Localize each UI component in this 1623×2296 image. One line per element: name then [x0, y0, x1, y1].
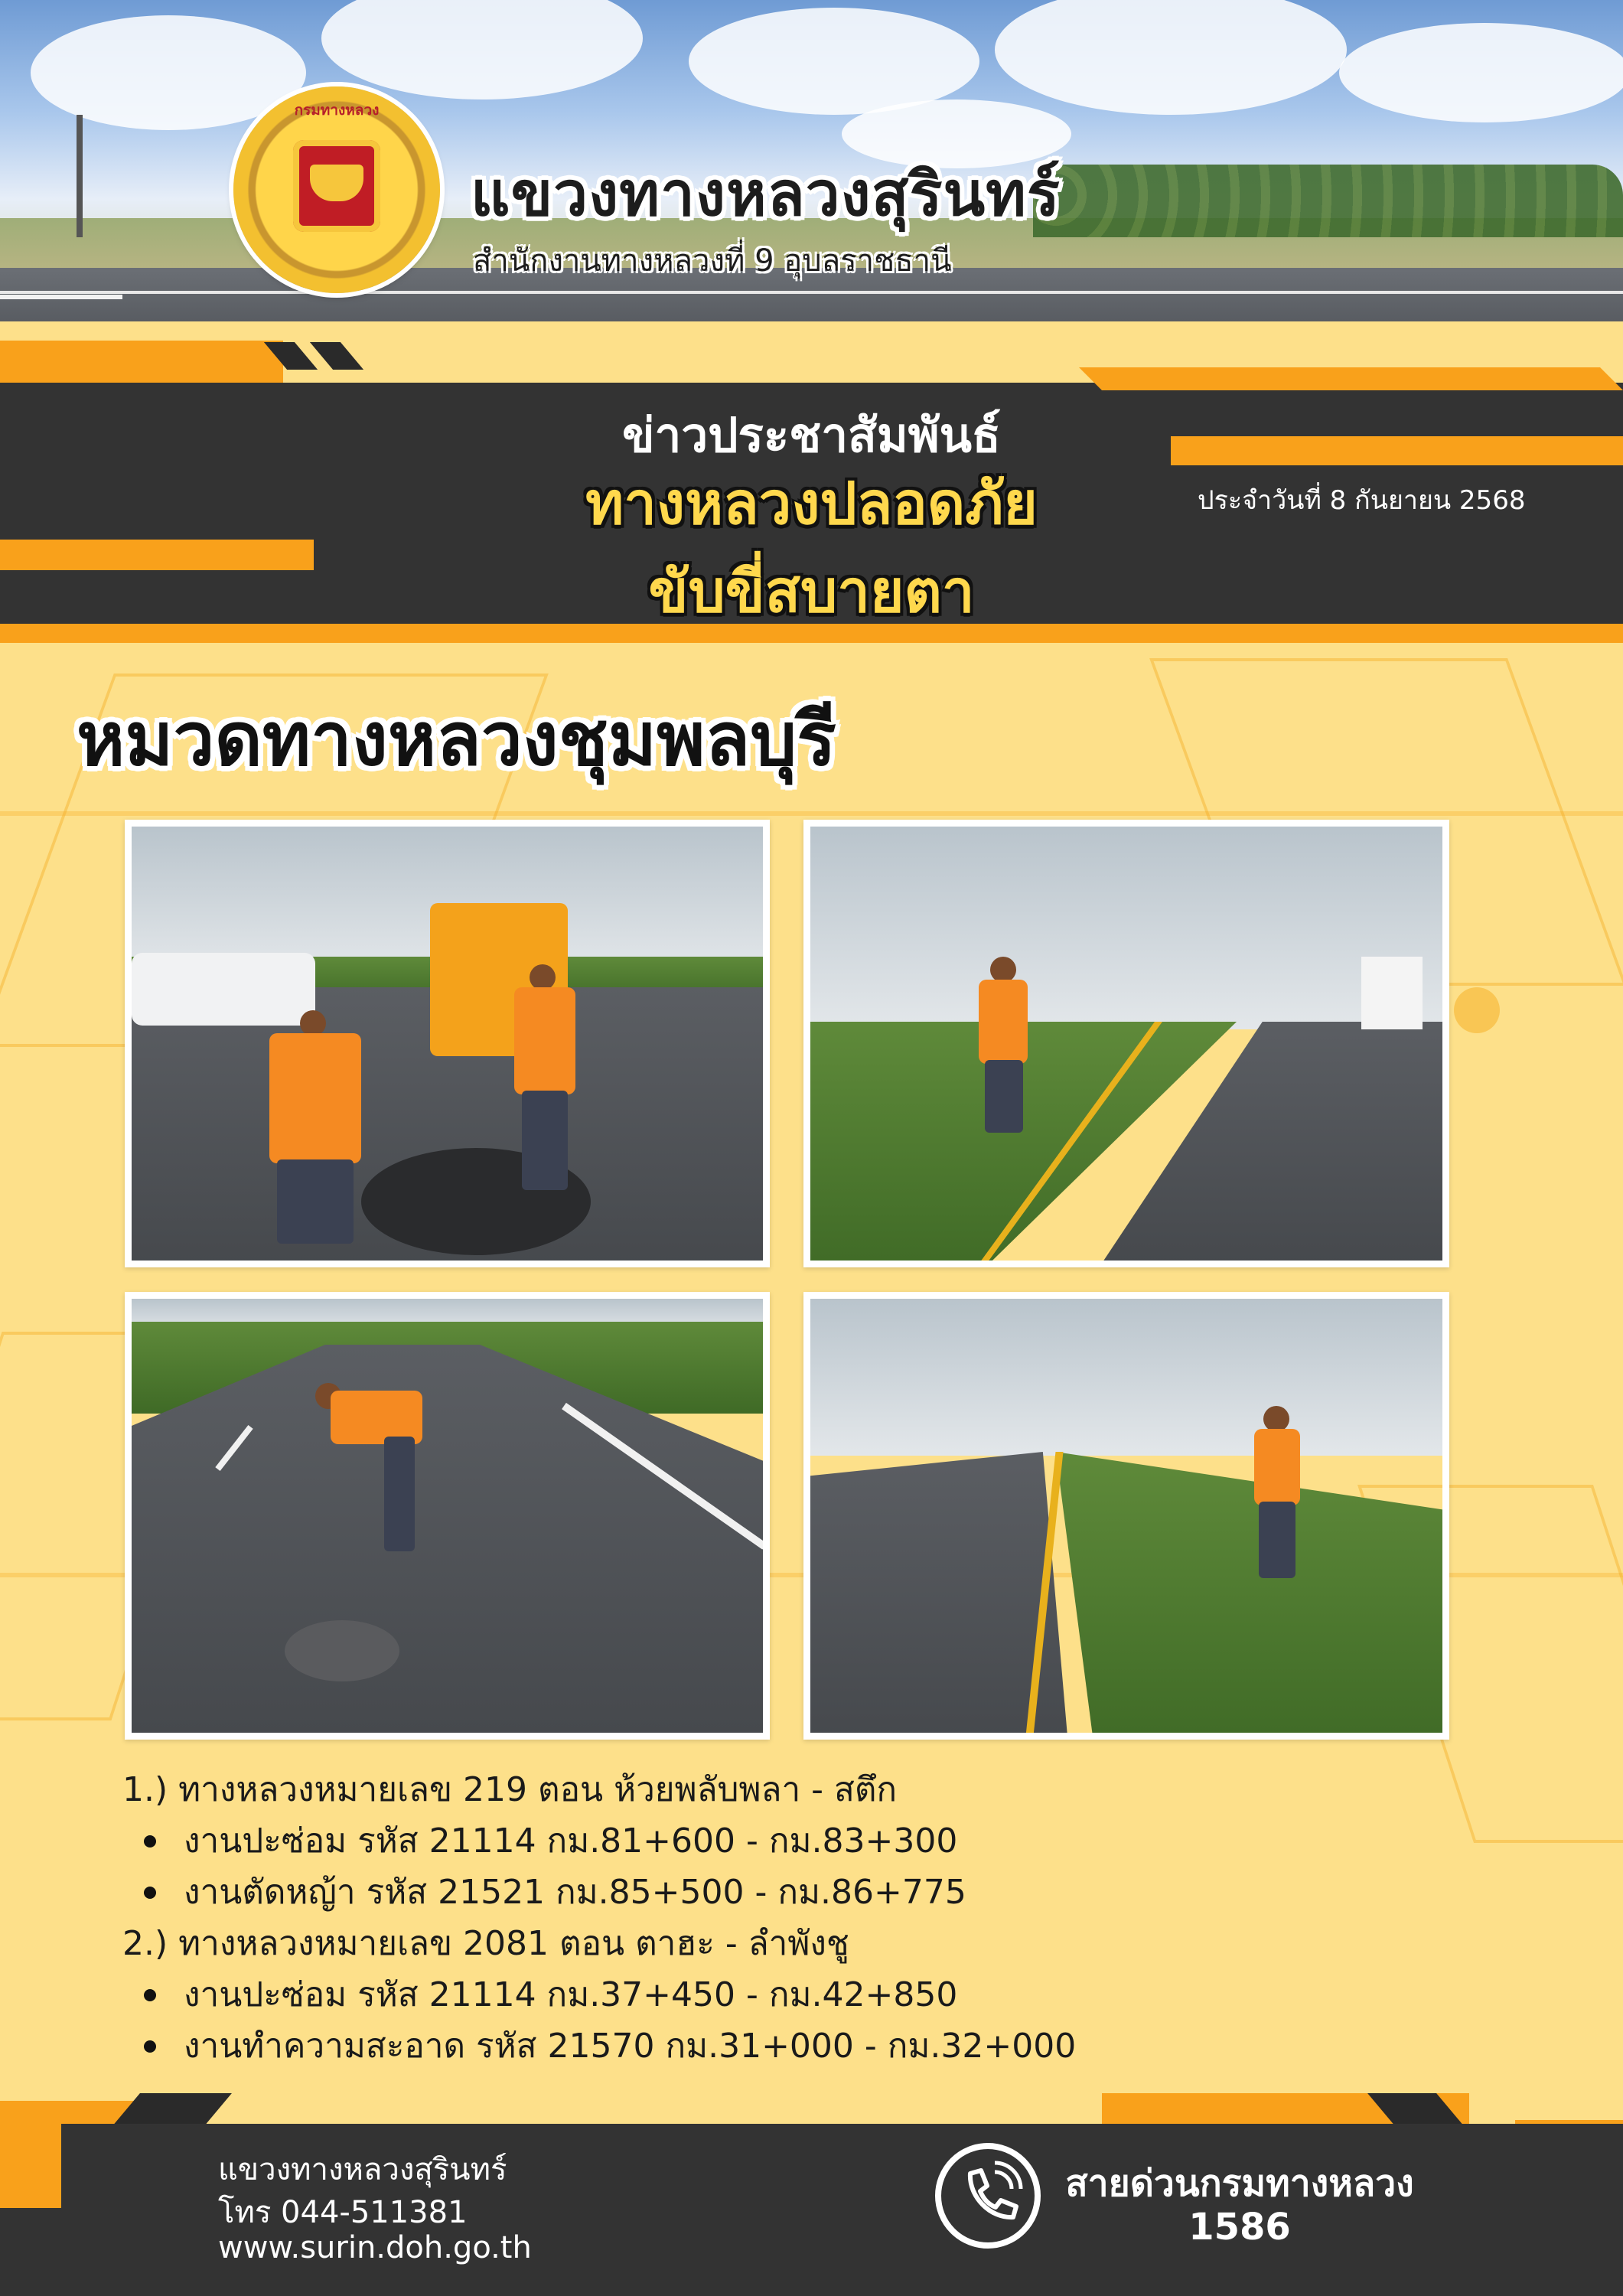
photo-grass-cutting-median	[803, 820, 1449, 1267]
list-item: งานตัดหญ้า รหัส 21521 กม.85+500 - กม.86+775	[122, 1867, 1076, 1918]
page-title: แขวงทางหลวงสุรินทร์	[471, 158, 1061, 230]
banner-heading: ข่าวประชาสัมพันธ์	[622, 407, 1001, 463]
page-subtitle: สำนักงานทางหลวงที่ 9 อุบลราชธานี	[473, 243, 952, 279]
photo-pothole-repair	[125, 820, 770, 1267]
department-logo	[233, 86, 440, 293]
hotline-number[interactable]: 1586	[1188, 2206, 1291, 2249]
pothole	[285, 1620, 399, 1681]
footer-office: แขวงทางหลวงสุรินทร์	[218, 2152, 507, 2187]
banner-accent-right	[1079, 367, 1623, 390]
distant-truck	[1361, 957, 1423, 1029]
banner-accent-left	[0, 341, 283, 383]
list-item: 2.) ทางหลวงหมายเลข 2081 ตอน ตาฮะ - ลำพังชู	[122, 1924, 849, 1963]
work-list	[122, 1764, 1076, 2072]
list-item: งานทำความสะอาด รหัส 21570 กม.31+000 - กม.32+000	[122, 2020, 1076, 2072]
pickup-truck	[132, 953, 315, 1026]
logo-text: กรมทางหลวง	[294, 102, 380, 119]
footer-phone[interactable]: โทร 044-511381	[218, 2195, 468, 2230]
phone-icon	[935, 2143, 1041, 2249]
hotline-label: สายด่วนกรมทางหลวง	[1065, 2162, 1414, 2205]
footer-accent-left-bar	[0, 2124, 61, 2208]
list-item: งานปะซ่อม รหัส 21114 กม.37+450 - กม.42+850	[122, 1969, 1076, 2020]
roadside-pole	[77, 115, 83, 237]
list-item: 1.) ทางหลวงหมายเลข 219 ตอน ห้วยพลับพลา - สตึก	[122, 1770, 898, 1809]
photo-grass-cutting-roadside	[803, 1292, 1449, 1740]
section-title: หมวดทางหลวงชุมพลบุรี	[77, 696, 836, 782]
list-item: งานปะซ่อม รหัส 21114 กม.81+600 - กม.83+300	[122, 1815, 1076, 1867]
banner-slogan-2: ขับขี่สบายตา	[648, 557, 975, 625]
photo-pothole-patching	[125, 1292, 770, 1740]
banner-slogan-1: ทางหลวงปลอดภัย	[585, 469, 1038, 537]
publish-date: ประจำวันที่ 8 กันยายน 2568	[1198, 485, 1526, 516]
footer-website[interactable]: www.surin.doh.go.th	[218, 2230, 532, 2265]
banner-stripe	[310, 342, 363, 370]
